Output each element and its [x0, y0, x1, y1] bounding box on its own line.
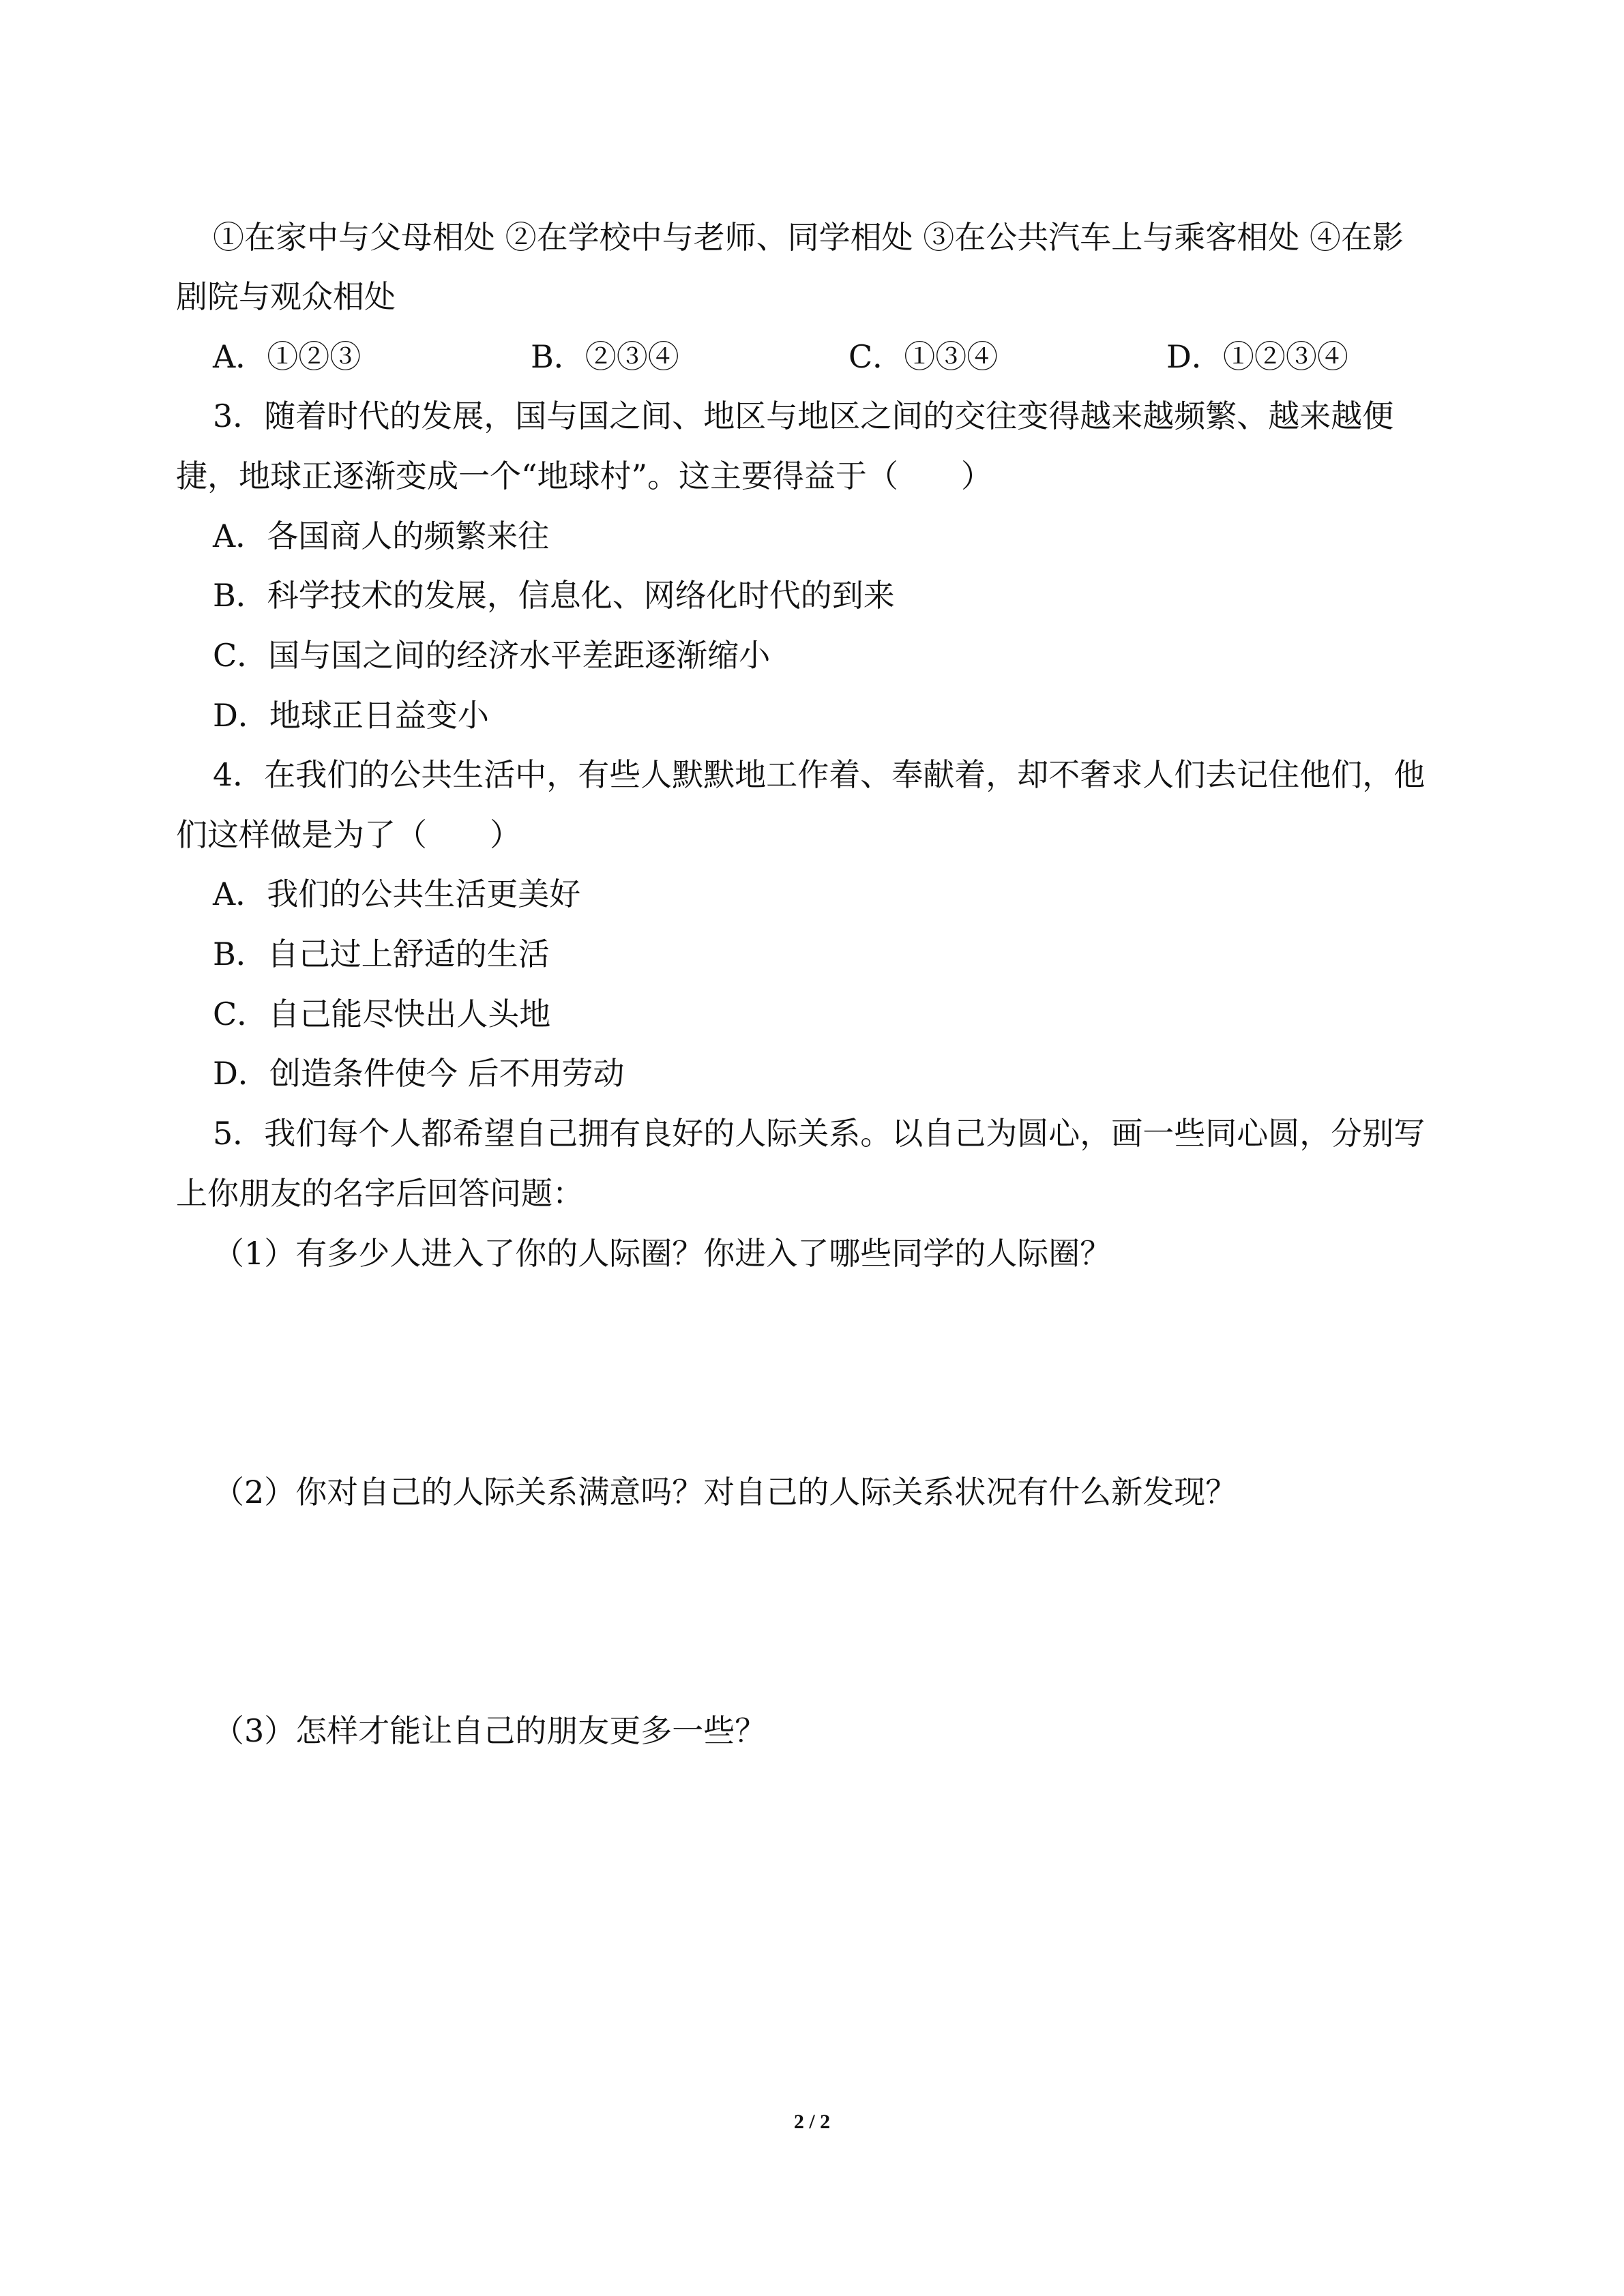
q5-stem-line1: 5．我们每个人都希望自己拥有良好的人际关系。以自己为圆心，画一些同心圆，分别写 — [213, 1115, 1426, 1152]
q4-option-d: D．创造条件使今 后不用劳动 — [213, 1055, 625, 1092]
page-number: 2 / 2 — [793, 2111, 831, 2133]
q2-statements-line1: ①在家中与父母相处 ②在学校中与老师、同学相处 ③在公共汽车上与乘客相处 ④在影 — [213, 219, 1404, 256]
q2-statements-line2: 剧院与观众相处 — [176, 278, 396, 315]
q5-subquestion-1: （1）有多少人进入了你的人际圈？你进入了哪些同学的人际圈？ — [213, 1235, 1112, 1272]
q2-option-d: D．①②③④ — [1166, 338, 1348, 375]
q5-subquestion-3: （3）怎样才能让自己的朋友更多一些？ — [213, 1712, 767, 1749]
q4-option-a: A．我们的公共生活更美好 — [213, 876, 581, 912]
q2-option-b: B．②③④ — [531, 338, 679, 375]
q2-option-a: A．①②③ — [213, 338, 361, 375]
q3-option-b: B．科学技术的发展，信息化、网络化时代的到来 — [213, 577, 895, 614]
q3-stem-line1: 3．随着时代的发展，国与国之间、地区与地区之间的交往变得越来越频繁、越来越便 — [213, 398, 1394, 434]
q5-subquestion-2: （2）你对自己的人际关系满意吗？对自己的人际关系状况有什么新发现？ — [213, 1474, 1237, 1510]
q4-option-c: C．自己能尽快出人头地 — [213, 996, 551, 1032]
q3-option-a: A．各国商人的频繁来往 — [213, 518, 550, 554]
q2-option-c: C．①③④ — [848, 338, 999, 375]
q4-stem-line2: 们这样做是为了（ ） — [176, 816, 521, 853]
q3-option-c: C．国与国之间的经济水平差距逐渐缩小 — [213, 637, 771, 674]
q4-stem-line1: 4．在我们的公共生活中，有些人默默地工作着、奉献着，却不奢求人们去记住他们，他 — [213, 756, 1426, 793]
q3-stem-line2: 捷，地球正逐渐变成一个“地球村”。这主要得益于（ ） — [176, 458, 993, 494]
q5-stem-line2: 上你朋友的名字后回答问题： — [176, 1175, 584, 1212]
q4-option-b: B．自己过上舒适的生活 — [213, 936, 550, 972]
q3-option-d: D．地球正日益变小 — [213, 697, 489, 734]
